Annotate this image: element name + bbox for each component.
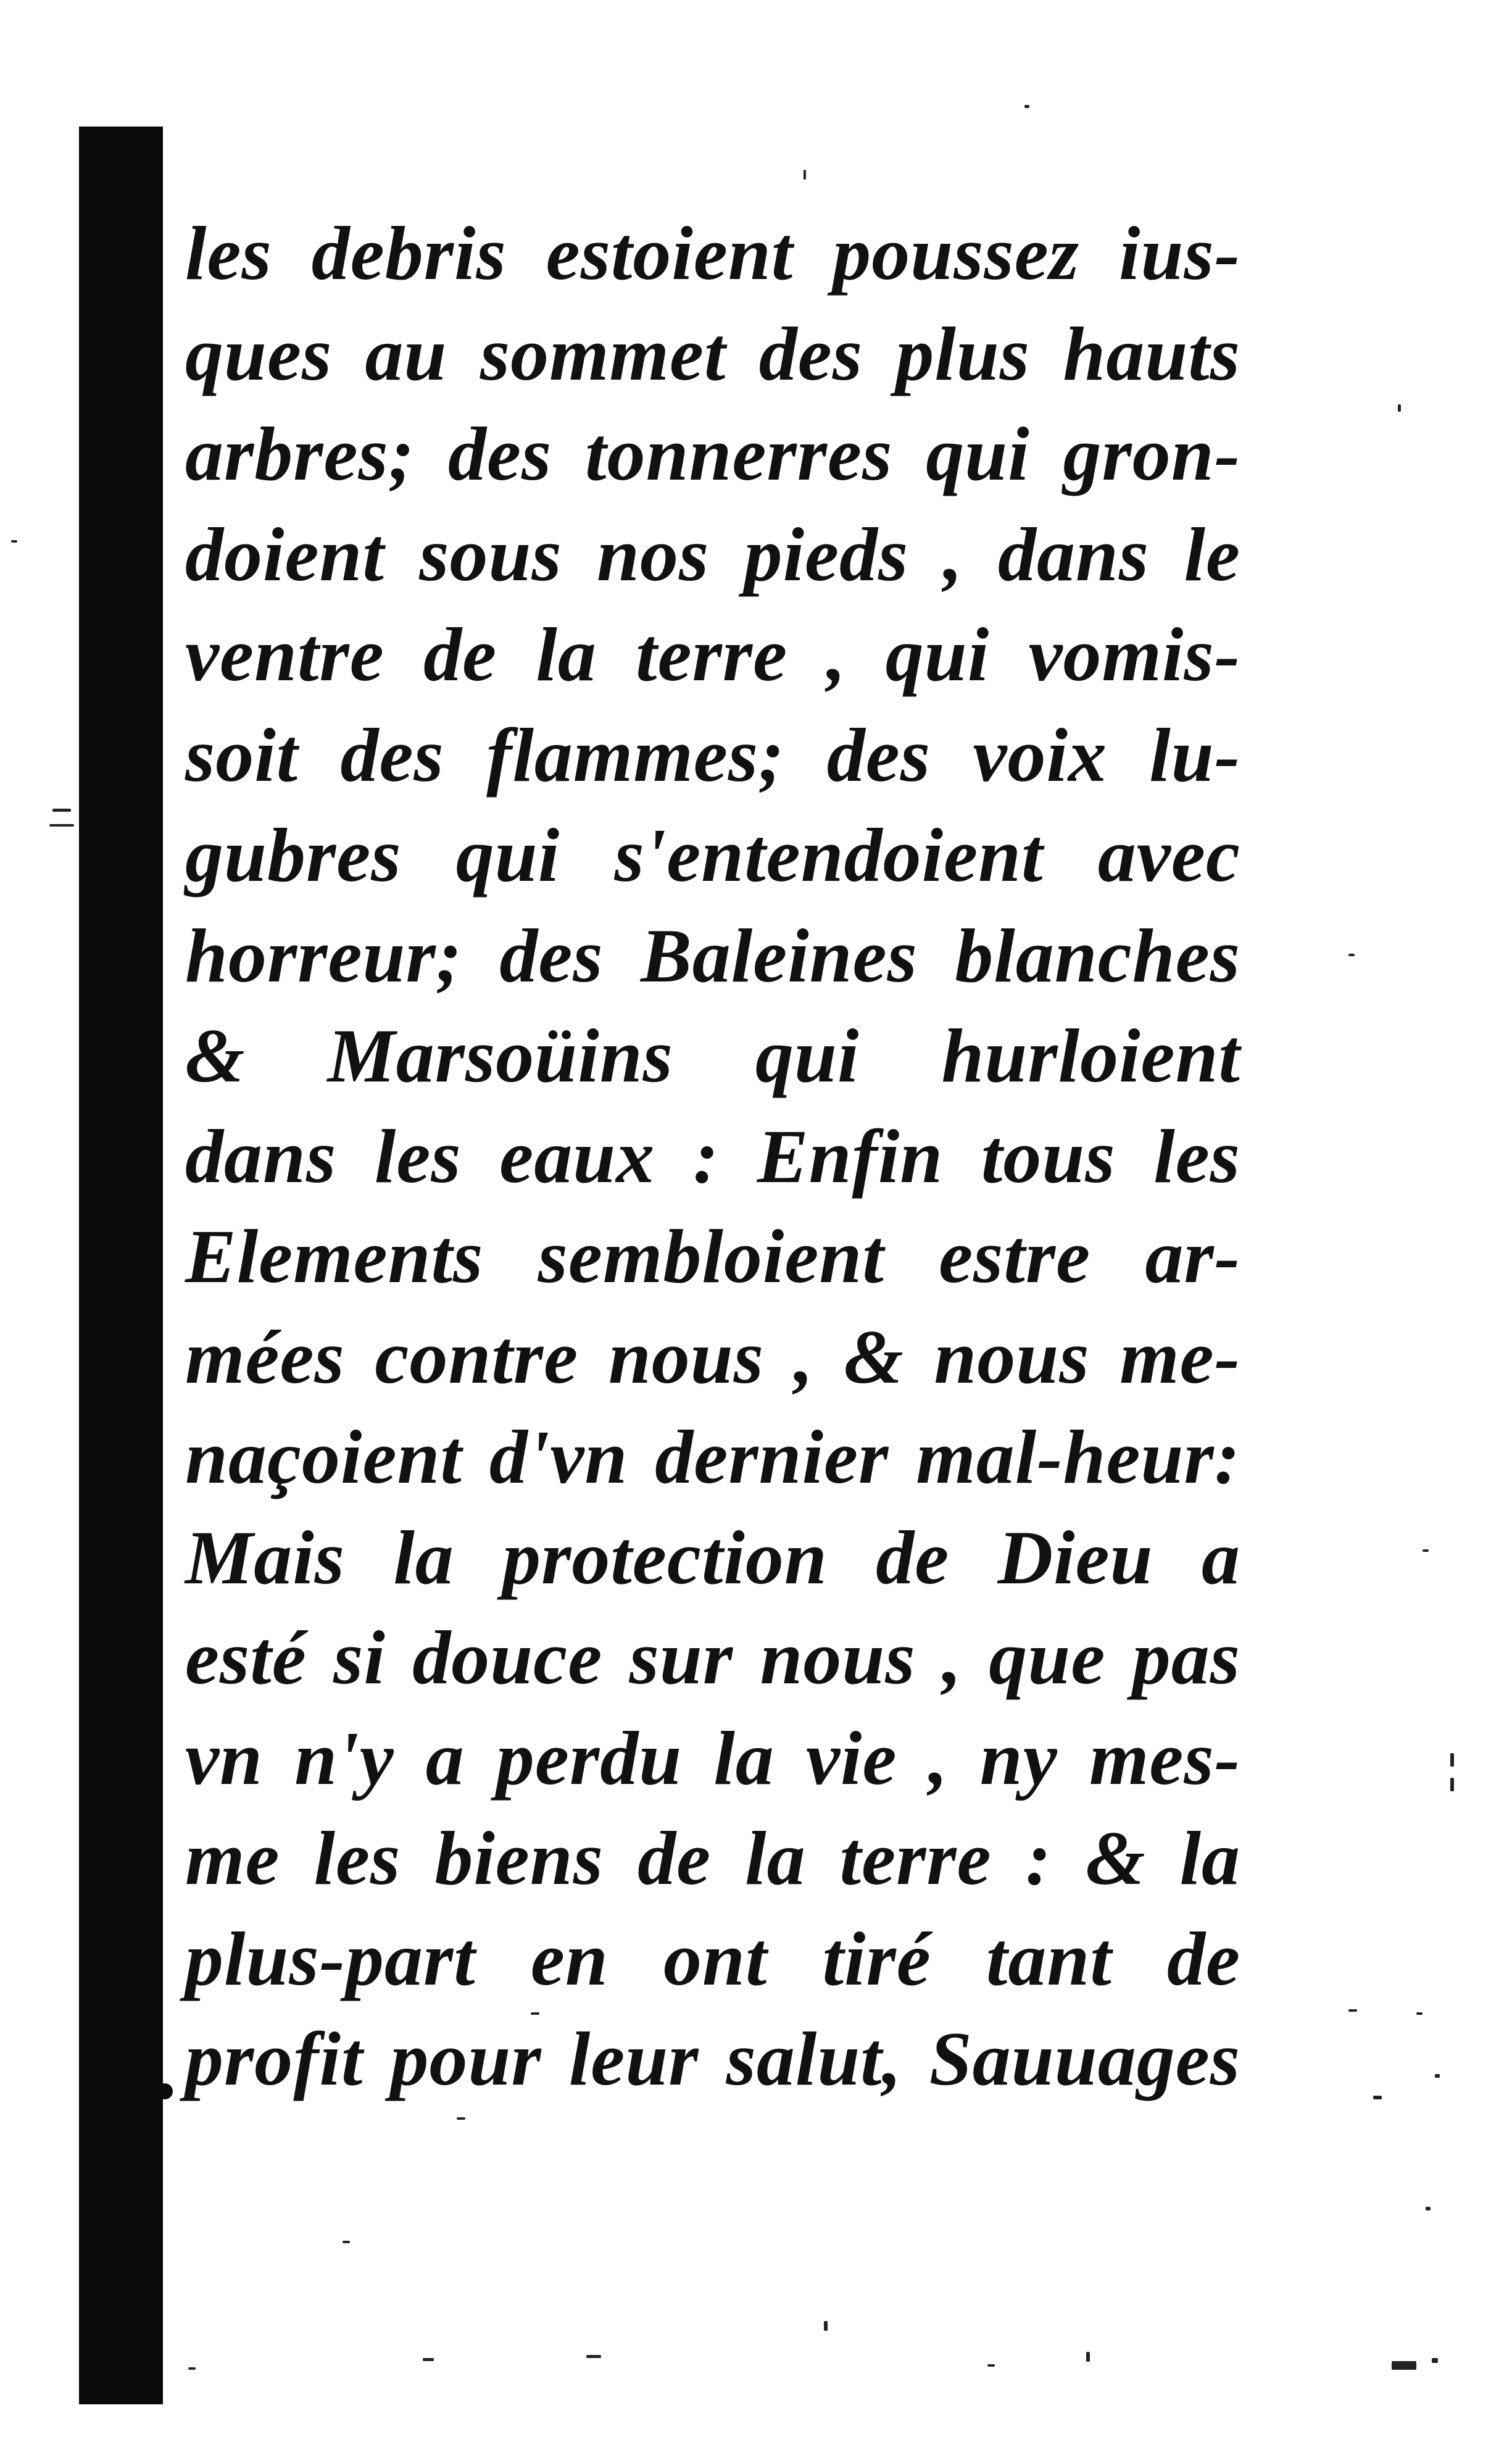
text-line: doient sous nos pieds , dans le bbox=[185, 512, 1240, 597]
scan-speck bbox=[1373, 2096, 1382, 2099]
scan-speck bbox=[52, 809, 71, 812]
scan-speck bbox=[531, 2012, 539, 2015]
text-line: plus-part en ont tiré tant de bbox=[185, 1916, 1240, 2001]
text-line: profit pour leur salut, Sauuages bbox=[185, 2017, 1240, 2101]
scan-speck bbox=[804, 170, 806, 180]
text-line: soit des flammes; des voix lu- bbox=[185, 712, 1240, 798]
text-line: ques au sommet des plus hauts bbox=[185, 311, 1240, 396]
scan-speck bbox=[1348, 2009, 1357, 2012]
binding-shadow bbox=[79, 127, 163, 2404]
scan-speck bbox=[49, 824, 74, 827]
scan-speck bbox=[586, 2355, 601, 2358]
scan-speck bbox=[1426, 2207, 1431, 2210]
scan-speck bbox=[1416, 2012, 1423, 2015]
scan-speck bbox=[1450, 1753, 1454, 1767]
scan-speck bbox=[343, 2241, 350, 2243]
scan-speck bbox=[1392, 2361, 1416, 2370]
scan-speck bbox=[188, 2367, 196, 2370]
scan-speck bbox=[1086, 2352, 1090, 2362]
text-line: me les biens de la terre : & la bbox=[185, 1816, 1240, 1901]
text-line: mées contre nous , & nous me- bbox=[185, 1314, 1240, 1399]
text-line: vn n'y a perdu la vie , ny mes- bbox=[185, 1715, 1240, 1801]
text-line: esté si douce sur nous , que pas bbox=[185, 1615, 1240, 1700]
scan-speck bbox=[1423, 1549, 1429, 1552]
scan-speck bbox=[423, 2358, 434, 2361]
scan-speck bbox=[1348, 954, 1355, 956]
scan-speck bbox=[1450, 1778, 1454, 1791]
scan-speck bbox=[987, 2364, 995, 2367]
scan-speck bbox=[1398, 404, 1401, 412]
text-line: les debris estoient poussez ius- bbox=[185, 211, 1240, 296]
text-line: horreur; des Baleines blanches bbox=[185, 913, 1240, 998]
text-line: Elements sembloient estre ar- bbox=[185, 1214, 1240, 1299]
scan-speck bbox=[1024, 105, 1029, 108]
scan-speck bbox=[457, 2117, 465, 2120]
body-text bbox=[185, 204, 1240, 2110]
scan-speck bbox=[824, 2321, 828, 2331]
text-line: gubres qui s'entendoient avec bbox=[185, 813, 1240, 898]
text-line: Mais la protection de Dieu a bbox=[185, 1515, 1240, 1600]
scan-speck bbox=[1435, 2074, 1440, 2078]
scan-speck bbox=[1432, 2358, 1438, 2363]
text-line: arbres; des tonnerres qui gron- bbox=[185, 412, 1240, 496]
binding-mark bbox=[157, 2083, 173, 2099]
text-line: naçoient d'vn dernier mal-heur: bbox=[185, 1415, 1240, 1499]
text-line: dans les eaux : Enfin tous les bbox=[185, 1114, 1240, 1199]
scan-speck bbox=[11, 540, 17, 543]
text-line: & Marsoüins qui hurloient bbox=[185, 1014, 1240, 1098]
text-line: ventre de la terre , qui vomis- bbox=[185, 612, 1240, 697]
